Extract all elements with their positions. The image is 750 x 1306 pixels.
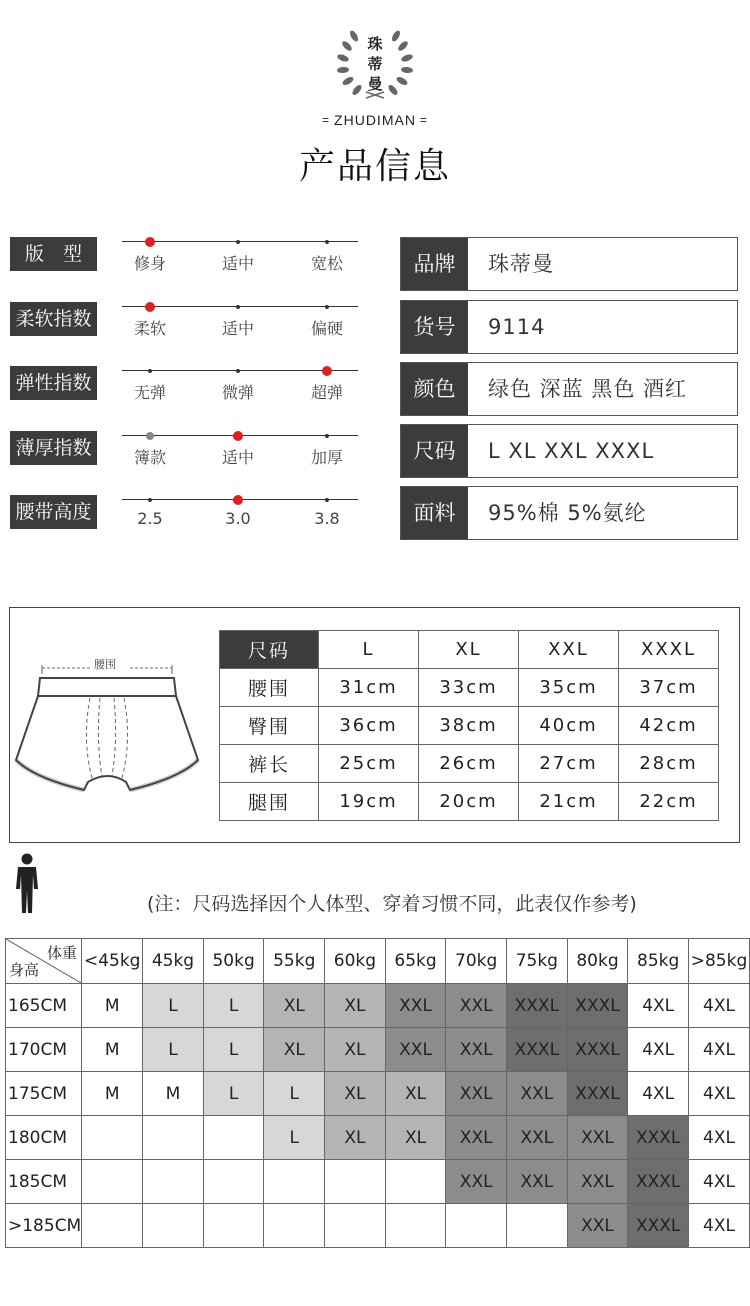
info-value: 9114 (488, 315, 546, 339)
size-chart-cell: XL (385, 1116, 446, 1160)
size-chart-cell: L (203, 1072, 264, 1116)
size-chart-cell: L (203, 984, 264, 1028)
size-chart-cell (385, 1160, 446, 1204)
underwear-diagram-icon (10, 660, 210, 800)
size-chart-cell: 4XL (689, 1072, 750, 1116)
measurement-cell: 22cm (619, 783, 719, 821)
size-chart-cell: XXL (385, 984, 446, 1028)
attribute-option: 偏硬 (310, 319, 343, 338)
size-chart-cell: 4XL (689, 1028, 750, 1072)
size-header-cell: L (319, 631, 419, 669)
brand-deco-left: = (322, 113, 331, 127)
size-chart-cell (82, 1160, 143, 1204)
attribute-scale-dot (325, 305, 329, 309)
size-chart-cell (507, 1204, 568, 1248)
size-chart-cell: XXL (567, 1116, 628, 1160)
size-chart-cell: 4XL (628, 1072, 689, 1116)
size-chart-row (6, 1072, 750, 1116)
size-chart-cell: XXL (567, 1160, 628, 1204)
corner-weight-label: 体重 (46, 944, 77, 962)
info-key: 颜色 (401, 363, 468, 415)
size-chart-cell (325, 1160, 386, 1204)
weight-header-cell: <45kg (82, 939, 143, 984)
info-card (400, 486, 738, 540)
logo-char-1: 珠 (367, 35, 383, 53)
size-chart-cell: XXL (446, 1072, 507, 1116)
size-chart-cell (203, 1116, 264, 1160)
size-chart-cell: XXL (567, 1204, 628, 1248)
measurement-cell: 19cm (319, 783, 419, 821)
height-header-cell: 180CM (6, 1116, 82, 1160)
size-chart-cell: XXL (385, 1028, 446, 1072)
height-header-cell: 165CM (6, 984, 82, 1028)
info-key: 面料 (401, 487, 468, 539)
size-chart-row (6, 1204, 750, 1248)
info-value: 95%棉 5%氨纶 (488, 501, 647, 525)
size-chart-cell: XXXL (507, 1028, 568, 1072)
brand-deco-right: = (419, 113, 428, 127)
attribute-selected-marker (322, 366, 332, 376)
size-chart-cell: 4XL (628, 1028, 689, 1072)
measurement-row (220, 783, 719, 821)
size-header-cell: XXL (519, 631, 619, 669)
person-icon (12, 853, 42, 915)
size-chart-cell: XXL (446, 1028, 507, 1072)
size-chart-row (6, 1116, 750, 1160)
attribute-option: 微弹 (221, 383, 254, 402)
attribute-scale-dot (148, 498, 152, 502)
attribute-label: 弹性指数 (10, 366, 97, 400)
page-title: 产品信息 (298, 146, 451, 187)
weight-header-cell: 65kg (385, 939, 446, 984)
info-card (400, 424, 738, 478)
info-card (400, 237, 738, 291)
measurement-row-label: 臀围 (220, 707, 319, 745)
attribute-selected-marker (145, 237, 155, 247)
size-chart-cell: XXL (446, 1116, 507, 1160)
corner-height-label: 身高 (9, 961, 40, 979)
size-chart-cell: L (143, 984, 204, 1028)
info-value: L XL XXL XXXL (488, 439, 655, 463)
attribute-selected-marker (145, 302, 155, 312)
size-chart-cell: M (82, 984, 143, 1028)
size-chart-cell: 4XL (689, 984, 750, 1028)
attribute-selected-marker (233, 431, 243, 441)
brand-name-row (300, 110, 450, 130)
size-note: (注：尺码选择因个人体型、穿着习惯不同，此表仅作参考) (147, 893, 637, 915)
measurement-cell: 35cm (519, 669, 619, 707)
size-recommendation-chart (5, 938, 750, 1248)
size-chart-cell: XL (325, 1116, 386, 1160)
size-chart-cell: XXXL (567, 1028, 628, 1072)
size-chart-cell: XXL (507, 1116, 568, 1160)
info-key: 尺码 (401, 425, 468, 477)
measurement-row (220, 745, 719, 783)
info-value: 珠蒂曼 (488, 252, 554, 276)
height-header-cell: >185CM (6, 1204, 82, 1248)
size-chart-cell (82, 1116, 143, 1160)
attribute-scale-dot (325, 240, 329, 244)
weight-header-cell: 75kg (507, 939, 568, 984)
attribute-scale-line (122, 306, 358, 307)
size-chart-cell: XXXL (507, 984, 568, 1028)
size-chart-cell: 4XL (628, 984, 689, 1028)
measurement-cell: 33cm (419, 669, 519, 707)
weight-header-cell: 45kg (143, 939, 204, 984)
size-chart-row (6, 1160, 750, 1204)
size-chart-cell: 4XL (689, 1116, 750, 1160)
info-card (400, 300, 738, 354)
size-chart-cell (143, 1160, 204, 1204)
attribute-scale-dot (236, 305, 240, 309)
attribute-option: 3.0 (225, 509, 251, 528)
size-chart-header-row (6, 939, 750, 984)
attribute-option: 3.8 (314, 509, 340, 528)
measurement-table (219, 630, 719, 821)
measurement-row (220, 669, 719, 707)
attribute-option: 适中 (221, 319, 254, 338)
waist-measure-label: 腰围 (94, 658, 116, 671)
measurement-cell: 37cm (619, 669, 719, 707)
height-header-cell: 175CM (6, 1072, 82, 1116)
attribute-option: 柔软 (133, 319, 166, 338)
attribute-option: 适中 (221, 254, 254, 273)
size-chart-row (6, 1028, 750, 1072)
measurement-cell: 42cm (619, 707, 719, 745)
info-card (400, 362, 738, 416)
size-chart-cell: L (264, 1116, 325, 1160)
measurement-cell: 36cm (319, 707, 419, 745)
logo-char-3: 曼 (367, 75, 383, 93)
size-chart-cell: L (264, 1072, 325, 1116)
size-chart-cell: XL (325, 1028, 386, 1072)
size-chart-cell: M (82, 1028, 143, 1072)
attribute-option: 2.5 (137, 509, 163, 528)
size-header-cell: XXXL (619, 631, 719, 669)
weight-header-cell: 80kg (567, 939, 628, 984)
size-chart-cell (203, 1160, 264, 1204)
info-value: 绿色 深蓝 黑色 酒红 (488, 377, 688, 401)
size-chart-cell (385, 1204, 446, 1248)
size-chart-cell: XXXL (567, 984, 628, 1028)
attribute-option: 无弹 (133, 383, 166, 402)
measurement-cell: 26cm (419, 745, 519, 783)
size-chart-cell: XL (385, 1072, 446, 1116)
size-chart-cell: XXXL (628, 1204, 689, 1248)
size-chart-cell: L (203, 1028, 264, 1072)
size-chart-cell: M (82, 1072, 143, 1116)
attribute-scale-dot (325, 434, 329, 438)
attribute-option: 适中 (221, 448, 254, 467)
size-chart-cell: XXL (507, 1160, 568, 1204)
weight-header-cell: 85kg (628, 939, 689, 984)
height-header-cell: 170CM (6, 1028, 82, 1072)
logo-char-2: 蒂 (367, 55, 383, 73)
size-chart-cell: XXXL (628, 1160, 689, 1204)
attribute-scale-dot (236, 240, 240, 244)
attribute-option: 超弹 (310, 383, 343, 402)
measurement-cell: 20cm (419, 783, 519, 821)
weight-header-cell: 60kg (325, 939, 386, 984)
size-header-label: 尺码 (220, 631, 319, 669)
info-key: 货号 (401, 301, 468, 353)
size-chart-cell: XL (325, 984, 386, 1028)
measurement-row-label: 裤长 (220, 745, 319, 783)
attribute-option: 加厚 (310, 448, 343, 467)
size-chart-cell (264, 1160, 325, 1204)
size-chart-cell: 4XL (689, 1204, 750, 1248)
attribute-label: 薄厚指数 (10, 431, 97, 465)
attribute-label: 版 型 (10, 237, 97, 271)
weight-header-cell: 50kg (203, 939, 264, 984)
attribute-scale-dot (325, 498, 329, 502)
attribute-option: 修身 (133, 254, 166, 273)
size-chart-cell: XL (325, 1072, 386, 1116)
measurement-cell: 31cm (319, 669, 419, 707)
measurement-header-row (220, 631, 719, 669)
attribute-option: 簿款 (133, 448, 166, 467)
measurement-row (220, 707, 719, 745)
measurement-cell: 28cm (619, 745, 719, 783)
weight-header-cell: >85kg (689, 939, 750, 984)
size-chart-row (6, 984, 750, 1028)
measurement-row-label: 腿围 (220, 783, 319, 821)
size-chart-cell: M (143, 1072, 204, 1116)
size-chart-cell: XL (264, 1028, 325, 1072)
size-chart-cell: XXL (446, 984, 507, 1028)
size-chart-cell: XL (264, 984, 325, 1028)
size-chart-cell (203, 1204, 264, 1248)
measurement-cell: 27cm (519, 745, 619, 783)
attribute-selected-marker (233, 495, 243, 505)
size-chart-cell (143, 1204, 204, 1248)
size-chart-cell: 4XL (689, 1160, 750, 1204)
brand-logo (330, 22, 420, 102)
size-chart-cell: XXL (507, 1072, 568, 1116)
attribute-label: 腰带高度 (10, 495, 97, 529)
size-chart-cell (264, 1204, 325, 1248)
size-header-cell: XL (419, 631, 519, 669)
measurement-row-label: 腰围 (220, 669, 319, 707)
info-key: 品牌 (401, 238, 468, 290)
brand-name-en: ZHUDIMAN (334, 112, 416, 128)
size-chart-cell (143, 1116, 204, 1160)
weight-header-cell: 70kg (446, 939, 507, 984)
attribute-option: 宽松 (310, 254, 343, 273)
size-chart-corner (6, 939, 82, 984)
size-chart-cell (325, 1204, 386, 1248)
measurement-cell: 21cm (519, 783, 619, 821)
size-chart-cell (82, 1204, 143, 1248)
attribute-scale-dot (236, 369, 240, 373)
size-chart-cell (446, 1204, 507, 1248)
size-chart-cell: XXL (446, 1160, 507, 1204)
attribute-scale-dot (146, 432, 154, 440)
attribute-label: 柔软指数 (10, 302, 97, 336)
measurement-cell: 25cm (319, 745, 419, 783)
attribute-scale-dot (148, 369, 152, 373)
weight-header-cell: 55kg (264, 939, 325, 984)
size-chart-cell: XXXL (628, 1116, 689, 1160)
measurement-cell: 38cm (419, 707, 519, 745)
measurement-cell: 40cm (519, 707, 619, 745)
size-chart-cell: L (143, 1028, 204, 1072)
attribute-scale-line (122, 241, 358, 242)
size-chart-cell: XXXL (567, 1072, 628, 1116)
height-header-cell: 185CM (6, 1160, 82, 1204)
